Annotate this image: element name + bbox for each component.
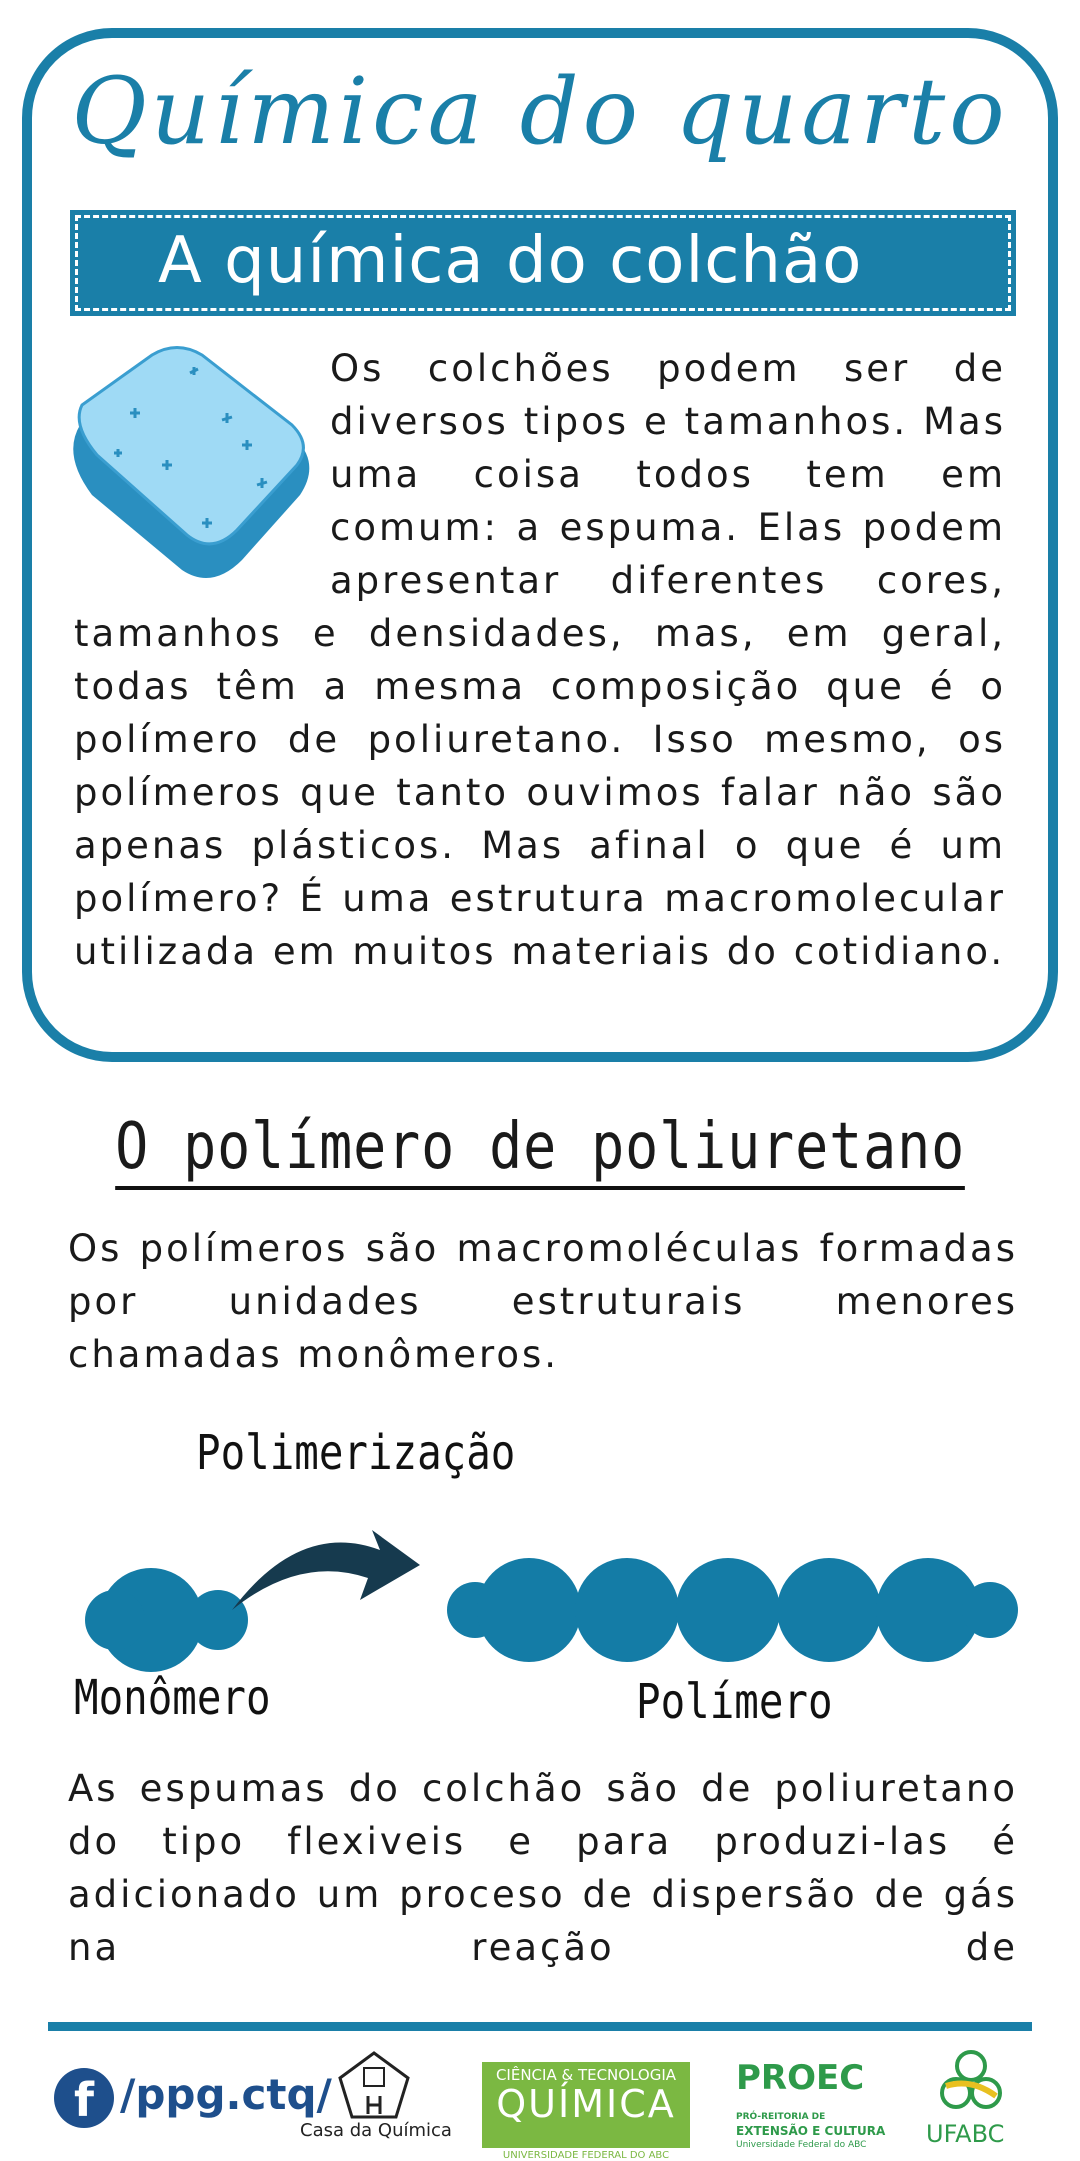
subtitle-banner — [70, 210, 1016, 316]
ufabc-label: UFABC — [926, 2120, 1005, 2148]
ctq-top-text: CIÊNCIA & TECNOLOGIA — [495, 2066, 677, 2084]
banner-title: A química do colchão — [158, 224, 863, 298]
intro-text: Os colchões podem ser de diversos tipos e tamanhos. Mas uma coisa todos tem em comum: a espuma. Elas podem apresentar diferentes cores, tamanhos e densidades, mas, em geral, todas têm a mesma composição que é o polímero de poliuretano. Isso mesmo, os polímeros que tanto ouvimos falar não são apenas plásticos. Mas afinal o que é um polímero? É uma estrutura macromolecular utilizada em muitos materiais do cotidiano. — [74, 347, 1006, 973]
page-title: Química do quarto — [71, 58, 1009, 165]
intro-paragraph — [74, 342, 1006, 978]
facebook-handle[interactable]: /ppg.ctq/ — [120, 2070, 332, 2119]
facebook-icon[interactable]: f — [54, 2068, 114, 2128]
ctq-bottom-text: UNIVERSIDADE FEDERAL DO ABC — [502, 2150, 670, 2161]
ctq-main-text: QUÍMICA — [496, 2082, 676, 2126]
ufabc-logo — [936, 2048, 1006, 2118]
curved-arrow-icon — [232, 1530, 420, 1610]
polymer-chain — [447, 1558, 1018, 1662]
monomer-molecule — [85, 1568, 248, 1672]
casa-quimica-label: Casa da Química — [300, 2120, 452, 2141]
proec-line1: PRÓ-REITORIA DE — [736, 2112, 826, 2122]
section-title — [0, 1110, 1080, 1190]
ctq-logo — [482, 2062, 690, 2161]
section-heading: O polímero de poliuretano — [115, 1110, 965, 1190]
polymerization-label: Polimerização — [196, 1425, 516, 1481]
polymer-label: Polímero — [636, 1674, 833, 1730]
casa-quimica-logo — [336, 2050, 412, 2120]
proec-logo: PROEC — [736, 2058, 865, 2098]
foam-paragraph: As espumas do colchão são de poliuretano do tipo flexiveis e para produzi-las é adicionado um proceso de dispersão de gás na reação de — [68, 1767, 1018, 1969]
proec-line3: Universidade Federal do ABC — [736, 2140, 867, 2150]
footer-divider — [48, 2022, 1032, 2031]
polymer-definition: Os polímeros são macromoléculas formadas por unidades estruturais menores chamadas monômeros. — [68, 1227, 1018, 1376]
proec-line2: EXTENSÃO E CULTURA — [736, 2124, 886, 2138]
monomer-label: Monômero — [74, 1670, 271, 1726]
